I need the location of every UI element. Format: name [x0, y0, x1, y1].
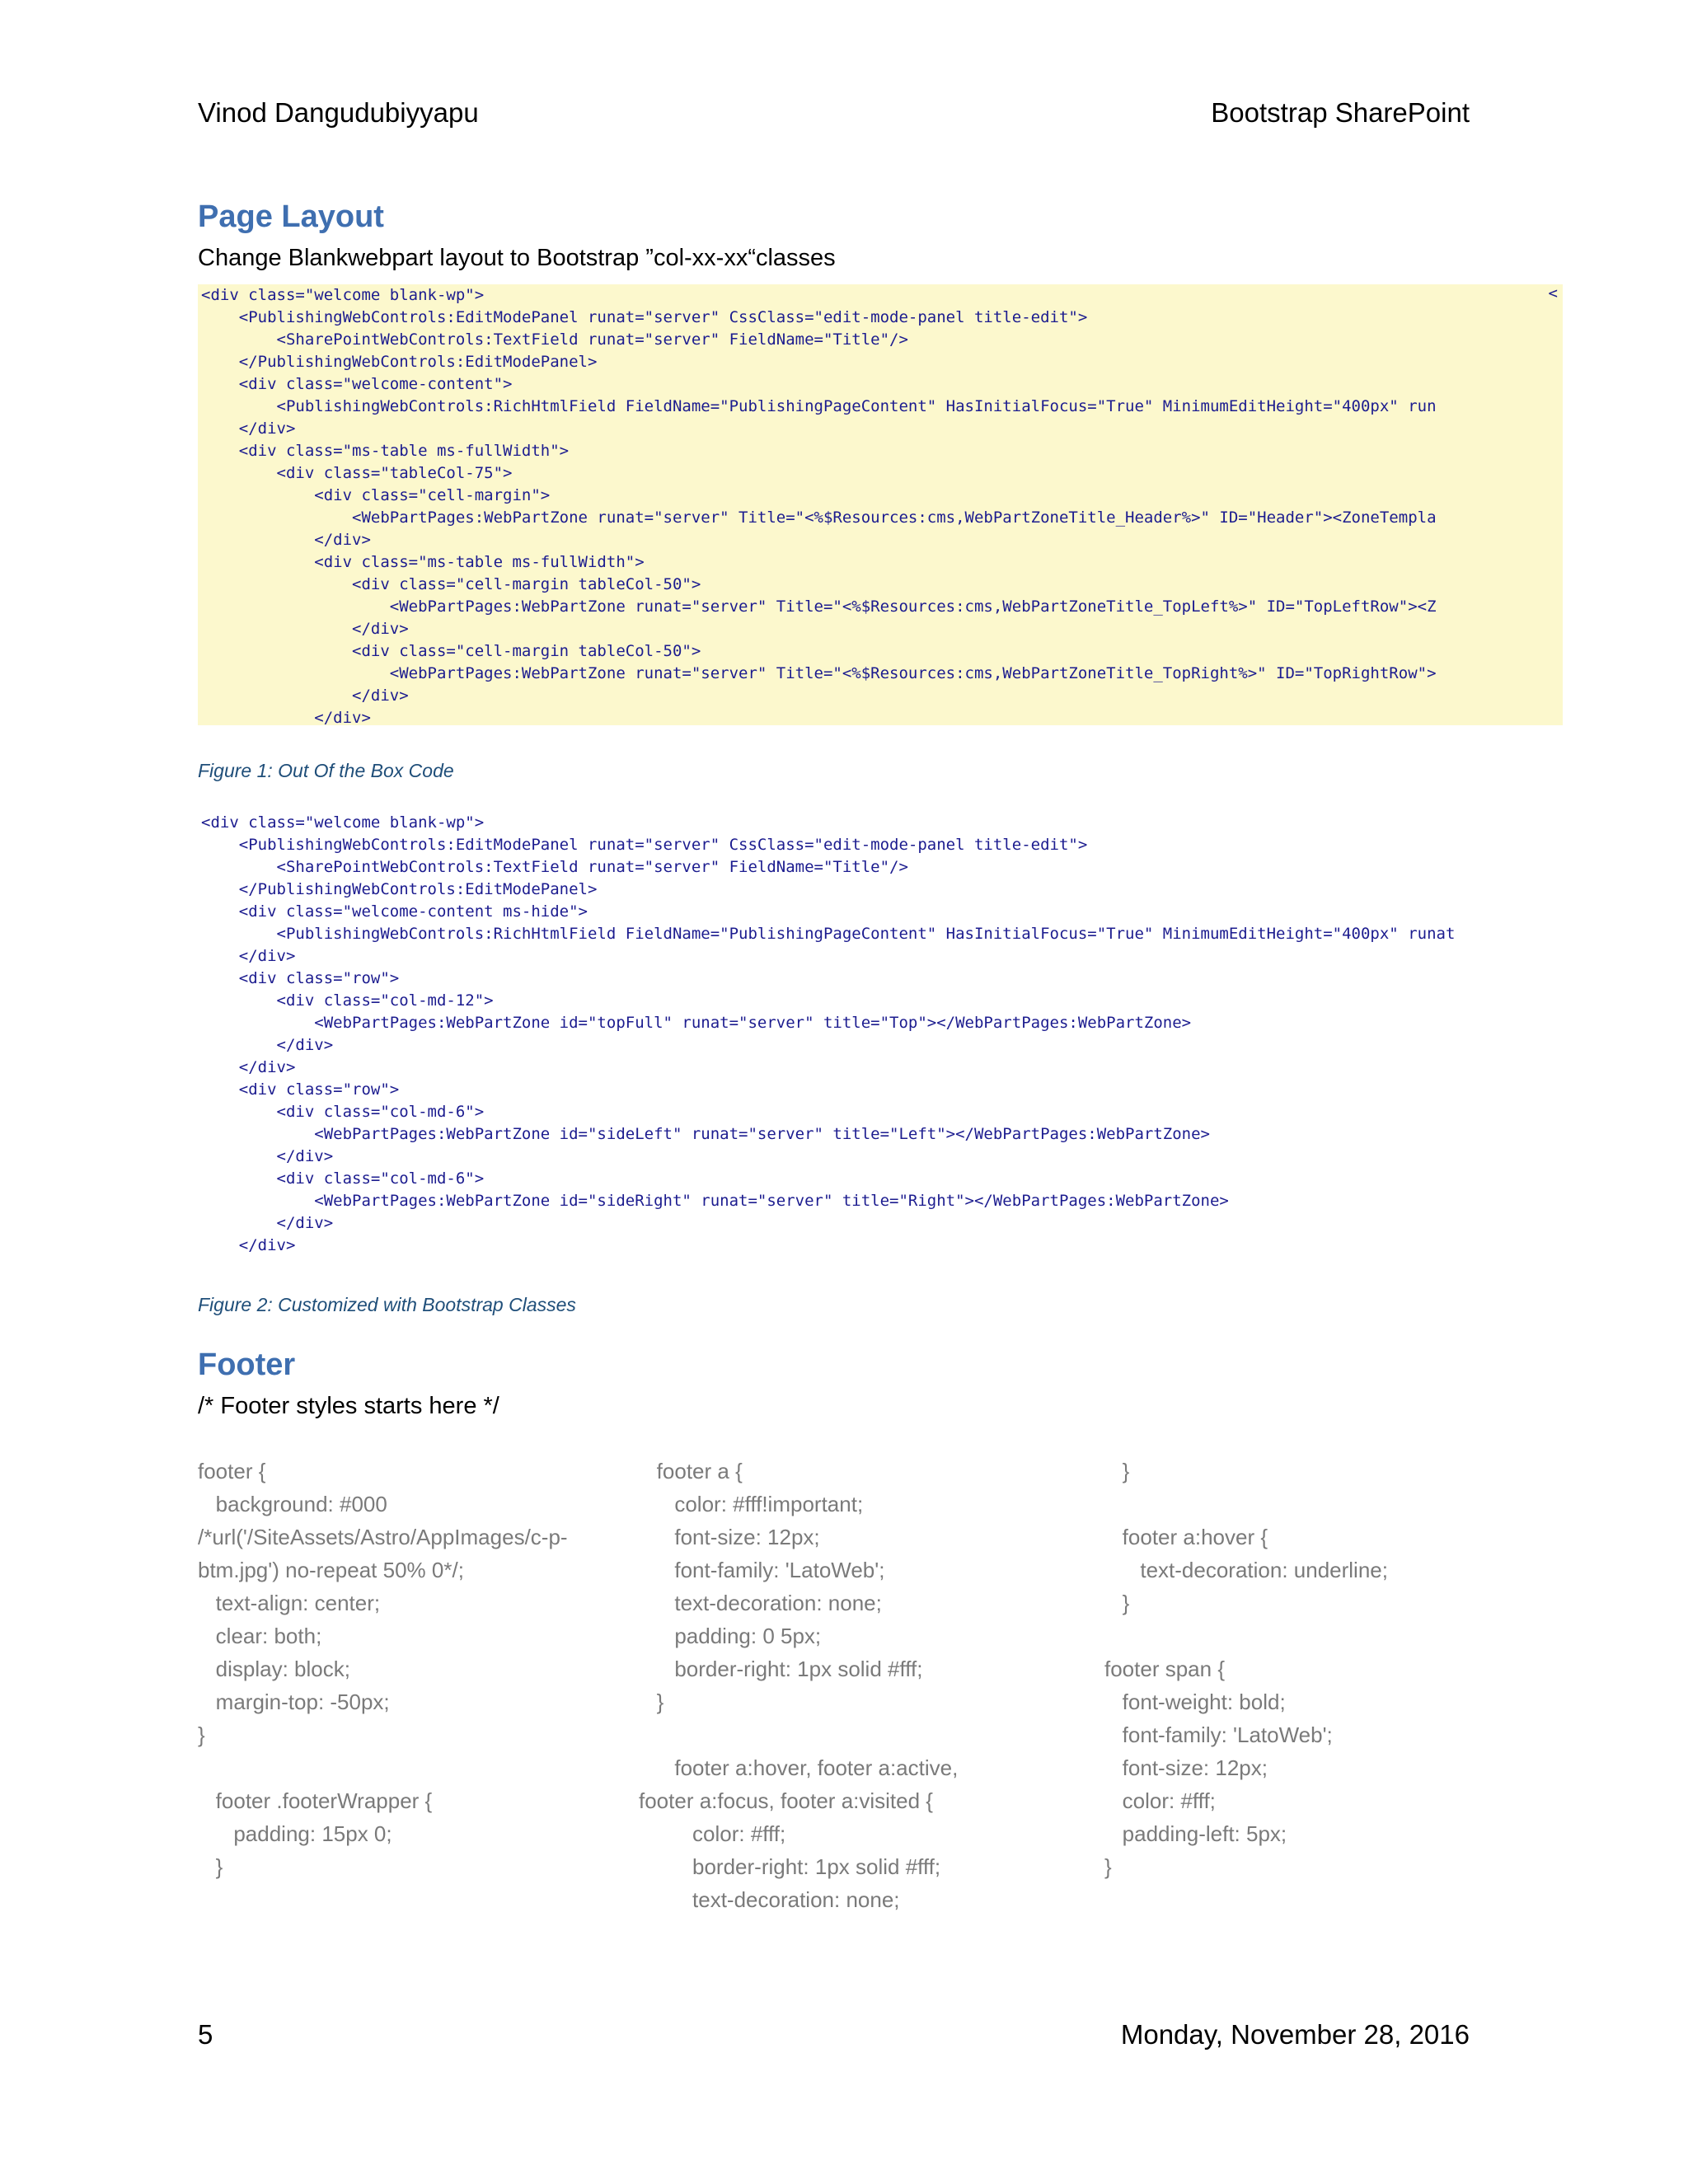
ootb-code-line: </div> [201, 620, 409, 638]
css-code-line: font-size: 12px; [1104, 1755, 1268, 1780]
ootb-code-line: <div class="cell-margin tableCol-50"> [201, 642, 701, 660]
css-code-line: } [1104, 1591, 1130, 1615]
bootstrap-code-line: </div> [201, 1236, 296, 1254]
css-code-line: footer a { [639, 1459, 743, 1483]
page-date: Monday, November 28, 2016 [1120, 2019, 1470, 2050]
css-code-line: padding: 15px 0; [198, 1821, 392, 1846]
ootb-code-line: <div class="cell-margin"> [201, 486, 551, 504]
ootb-code-line: </PublishingWebControls:EditModePanel> [201, 353, 598, 371]
bootstrap-code-line: </div> [201, 1214, 334, 1232]
css-code-line: margin-top: -50px; [198, 1690, 390, 1714]
css-code-line: footer span { [1104, 1657, 1225, 1681]
css-code-line: font-family: 'LatoWeb'; [1104, 1722, 1333, 1747]
page-footer [198, 2019, 1470, 2059]
code-snippet-out-of-box [198, 284, 1563, 725]
ootb-code-line: </div> [201, 531, 371, 549]
figure-caption-2: Figure 2: Customized with Bootstrap Classes [198, 1294, 576, 1315]
bootstrap-code-line: </PublishingWebControls:EditModePanel> [201, 880, 598, 898]
css-code-line: font-size: 12px; [639, 1525, 820, 1549]
css-code-line [1104, 1619, 1566, 1652]
css-code-line: } [1104, 1459, 1130, 1483]
css-column-3 [1104, 1455, 1566, 1883]
bootstrap-code-line: <div class="col-md-12"> [201, 991, 494, 1010]
css-code-line: padding-left: 5px; [1104, 1821, 1287, 1846]
bootstrap-code-line: <div class="col-md-6"> [201, 1103, 485, 1121]
css-code-line: footer .footerWrapper { [198, 1788, 433, 1813]
footer-intro: /* Footer styles starts here */ [198, 1393, 499, 1419]
bootstrap-code-line: </div> [201, 1036, 334, 1054]
css-code-line: /*url('/SiteAssets/Astro/AppImages/c-p- [198, 1525, 568, 1549]
ootb-code-line: <PublishingWebControls:RichHtmlField FieldName="PublishingPageContent" HasInitialFocus="True" MinimumEditHeight="400px" run [201, 397, 1437, 415]
css-code-line [639, 1718, 1100, 1751]
page-header [198, 97, 1470, 137]
truncated-code-marker: < [1548, 284, 1558, 302]
css-code-line: text-decoration: underline; [1104, 1558, 1388, 1582]
code-snippet-bootstrap [198, 812, 1563, 1257]
bootstrap-code-line: <div class="row"> [201, 969, 400, 987]
css-code-line: font-weight: bold; [1104, 1690, 1286, 1714]
ootb-code-line: <div class="welcome-content"> [201, 375, 513, 393]
bootstrap-code-line: <PublishingWebControls:EditModePanel runat="server" CssClass="edit-mode-panel title-edit"> [201, 836, 1088, 854]
section-heading-footer: Footer [198, 1347, 296, 1382]
bootstrap-code-line: </div> [201, 1058, 296, 1076]
bootstrap-code-line: </div> [201, 947, 296, 965]
css-code-line: } [639, 1690, 664, 1714]
bootstrap-code-line: <div class="col-md-6"> [201, 1169, 485, 1188]
css-code-line: background: #000 [198, 1492, 387, 1516]
css-code-line: } [198, 1854, 223, 1879]
css-code-line: footer a:focus, footer a:visited { [639, 1788, 933, 1813]
css-code-line: color: #fff!important; [639, 1492, 864, 1516]
bootstrap-code-line: <WebPartPages:WebPartZone id="sideRight" runat="server" title="Right"></WebPartPages:WebPartZone> [201, 1192, 1229, 1210]
author-name: Vinod Dangudubiyyapu [198, 97, 479, 128]
ootb-code-line: </div> [201, 419, 296, 438]
bootstrap-code-line: <div class="welcome-content ms-hide"> [201, 902, 588, 921]
css-code-line [198, 1751, 659, 1784]
css-code-line: border-right: 1px solid #fff; [639, 1657, 923, 1681]
bootstrap-code-line: <SharePointWebControls:TextField runat="server" FieldName="Title"/> [201, 858, 908, 876]
css-code-line: text-decoration: none; [639, 1887, 900, 1912]
page-number: 5 [198, 2019, 213, 2050]
css-code-line: color: #fff; [1104, 1788, 1216, 1813]
ootb-code-line: <div class="tableCol-75"> [201, 464, 513, 482]
ootb-code-line: </div> [201, 709, 371, 725]
css-code-line: } [1104, 1854, 1112, 1879]
ootb-code-line: <SharePointWebControls:TextField runat="server" FieldName="Title"/> [201, 330, 908, 349]
css-code-line: btm.jpg') no-repeat 50% 0*/; [198, 1558, 464, 1582]
ootb-code-line: <PublishingWebControls:EditModePanel runat="server" CssClass="edit-mode-panel title-edit"> [201, 308, 1088, 326]
css-column-1 [198, 1455, 659, 1883]
css-code-line: border-right: 1px solid #fff; [639, 1854, 941, 1879]
ootb-code-line: <WebPartPages:WebPartZone runat="server" Title="<%$Resources:cms,WebPartZoneTitle_TopLeft%>" ID="TopLeftRow"><Z [201, 598, 1437, 616]
css-code-line [1104, 1488, 1566, 1521]
css-code-line: footer { [198, 1459, 266, 1483]
ootb-code-line: <div class="cell-margin tableCol-50"> [201, 575, 701, 593]
css-code-line: clear: both; [198, 1624, 322, 1648]
css-code-line: text-decoration: none; [639, 1591, 882, 1615]
css-code-line: padding: 0 5px; [639, 1624, 822, 1648]
document-title: Bootstrap SharePoint [1211, 97, 1470, 128]
css-code-line: footer a:hover, footer a:active, [639, 1755, 959, 1780]
bootstrap-code-line: </div> [201, 1147, 334, 1165]
css-column-2 [639, 1455, 1100, 1916]
ootb-code-line: <WebPartPages:WebPartZone runat="server" Title="<%$Resources:cms,WebPartZoneTitle_Header%>" ID="Header"><ZoneTempla [201, 509, 1437, 527]
bootstrap-code-line: <WebPartPages:WebPartZone id="sideLeft" runat="server" title="Left"></WebPartPages:WebPartZone> [201, 1125, 1210, 1143]
ootb-code-line: <div class="welcome blank-wp"> [201, 286, 485, 304]
css-code-line: } [198, 1722, 205, 1747]
bootstrap-code-line: <div class="welcome blank-wp"> [201, 813, 485, 832]
css-code-line: color: #fff; [639, 1821, 786, 1846]
css-code-line: text-align: center; [198, 1591, 381, 1615]
bootstrap-code-line: <WebPartPages:WebPartZone id="topFull" runat="server" title="Top"></WebPartPages:WebPartZone> [201, 1014, 1192, 1032]
css-code-line: font-family: 'LatoWeb'; [639, 1558, 885, 1582]
section-heading-page-layout: Page Layout [198, 199, 384, 234]
page-layout-intro: Change Blankwebpart layout to Bootstrap ”col-xx-xx“classes [198, 245, 836, 271]
ootb-code-line: </div> [201, 687, 409, 705]
bootstrap-code-line: <PublishingWebControls:RichHtmlField FieldName="PublishingPageContent" HasInitialFocus="True" MinimumEditHeight="400px" runat [201, 925, 1456, 943]
ootb-code-line: <div class="ms-table ms-fullWidth"> [201, 442, 570, 460]
bootstrap-code-line: <div class="row"> [201, 1080, 400, 1099]
css-code-line: display: block; [198, 1657, 350, 1681]
figure-caption-1: Figure 1: Out Of the Box Code [198, 760, 454, 781]
ootb-code-line: <div class="ms-table ms-fullWidth"> [201, 553, 645, 571]
ootb-code-line: <WebPartPages:WebPartZone runat="server" Title="<%$Resources:cms,WebPartZoneTitle_TopRight%>" ID="TopRightRow"> [201, 664, 1437, 682]
css-code-line: footer a:hover { [1104, 1525, 1268, 1549]
